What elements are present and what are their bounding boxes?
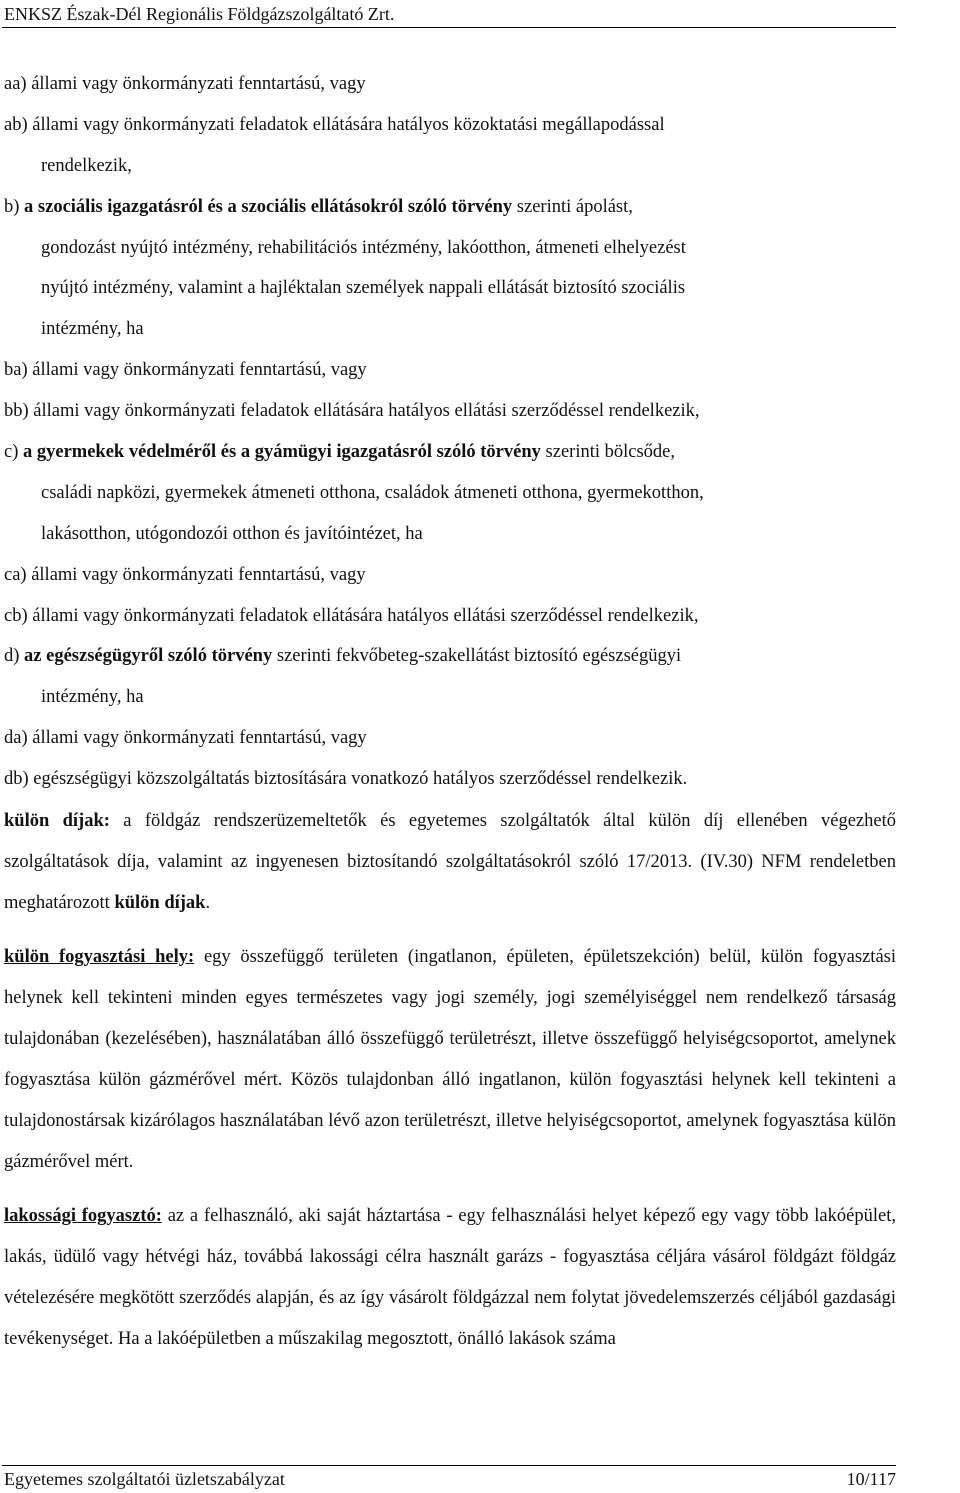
definition-term: külön fogyasztási hely: xyxy=(4,947,195,968)
footer-divider xyxy=(2,1465,896,1466)
list-item-d xyxy=(4,636,896,677)
list-marker-c: c) xyxy=(4,442,23,463)
definition-kulon-fogyasztasi-hely xyxy=(4,937,896,1183)
list-item-b xyxy=(4,187,896,228)
list-item-c-line3: lakásotthon, utógondozói otthon és javítóintézet, ha xyxy=(41,523,423,544)
list-item-ab-continued: rendelkezik, xyxy=(41,155,132,176)
footer-document-title: Egyetemes szolgáltatói üzletszabályzat xyxy=(4,1469,285,1489)
list-item-b-text: szerinti ápolást, xyxy=(512,196,633,217)
list-item-d-text: szerinti fekvőbeteg-szakellátást biztosító egészségügyi xyxy=(272,646,682,667)
definition-term: lakossági fogyasztó: xyxy=(4,1206,162,1227)
definition-kulon-dijak xyxy=(4,801,896,924)
page-content xyxy=(4,64,896,1360)
list-item-b-line4: intézmény, ha xyxy=(41,319,144,340)
list-marker-d: d) xyxy=(4,646,25,667)
definition-text: egy összefüggő területen (ingatlanon, épületen, épületszekción) belül, külön fogyasztási helynek kell tekinteni minden egyes természetes vagy jogi személy, jogi személyiséggel nem rendelkező társaság tulajdonában (kezelésében), használatában álló összefüggő területrészt, illetve összefüggő helyiségcsoportot, amelynek fogyasztása külön gázmérővel mért. Közös tulajdonban álló ingatlanon, külön fogyasztási helynek kell tekinteni a tulajdonostársak kizárólagos használatában lévő azon területrészt, illetve helyiségcsoportot, amelynek fogyasztása külön gázmérővel mért. xyxy=(4,947,896,1173)
page-number: 10/117 xyxy=(846,1469,896,1489)
definition-emphasis: külön díjak xyxy=(114,893,206,914)
list-item-bb: bb) állami vagy önkormányzati feladatok ellátására hatályos ellátási szerződéssel rendelkezik, xyxy=(4,401,700,422)
list-item-ca: ca) állami vagy önkormányzati fenntartású, vagy xyxy=(4,564,366,585)
list-item-cb: cb) állami vagy önkormányzati feladatok ellátására hatályos ellátási szerződéssel rendelkezik, xyxy=(4,605,699,626)
law-reference-child-protection: a gyermekek védelméről és a gyámügyi igazgatásról szóló törvény xyxy=(23,442,541,463)
list-item-c-line2: családi napközi, gyermekek átmeneti otthona, családok átmeneti otthona, gyermekotthon, xyxy=(41,482,704,503)
definition-lakossagi-fogyaszto xyxy=(4,1196,896,1360)
definition-text: az a felhasználó, aki saját háztartása - egy felhasználási helyet képező egy vagy több lakóépület, lakás, üdülő vagy hétvégi ház, továbbá lakossági célra használt garázs - fogyasztása céljára vásárol földgázt földgáz vételezésére megkötött szerződés alapján, és az így vásárolt földgázzal nem folytat jövedelemszerzés céljából gazdasági tevékenységet. Ha a lakóépületben a műszakilag megosztott, önálló lakások száma xyxy=(4,1206,896,1350)
list-item-c-text: szerinti bölcsőde, xyxy=(540,442,675,463)
definition-term: külön díjak: xyxy=(4,811,110,832)
law-reference-health: az egészségügyről szóló törvény xyxy=(24,646,273,667)
list-marker-b: b) xyxy=(4,196,25,217)
list-item-aa: aa) állami vagy önkormányzati fenntartású, vagy xyxy=(4,74,366,94)
law-reference-social: a szociális igazgatásról és a szociális ellátásokról szóló törvény xyxy=(24,196,513,217)
list-item-b-line2: gondozást nyújtó intézmény, rehabilitációs intézmény, lakóotthon, átmeneti elhelyezést xyxy=(41,237,686,258)
header-divider xyxy=(2,27,896,28)
document-header: ENKSZ Észak-Dél Regionális Földgázszolgáltató Zrt. xyxy=(4,4,395,24)
list-item-c xyxy=(4,432,896,473)
list-item-d-line2: intézmény, ha xyxy=(41,687,144,708)
list-item-da: da) állami vagy önkormányzati fenntartású, vagy xyxy=(4,728,367,749)
list-item-b-line3: nyújtó intézmény, valamint a hajléktalan személyek nappali ellátását biztosító szociális xyxy=(41,278,686,299)
list-item-db: db) egészségügyi közszolgáltatás biztosítására vonatkozó hatályos szerződéssel rendelkezik. xyxy=(4,769,688,790)
list-item-ba: ba) állami vagy önkormányzati fenntartású, vagy xyxy=(4,360,367,381)
definition-period: . xyxy=(205,893,211,914)
list-item-ab: ab) állami vagy önkormányzati feladatok ellátására hatályos közoktatási megállapodással xyxy=(4,114,665,135)
definition-text: a földgáz rendszerüzemeltetők és egyetemes szolgáltatók által külön díj ellenében végezhető szolgáltatások díja, valamint az ingyenesen biztosítandó szolgáltatásokról szóló 17/2013. (IV.30) NFM rendeletben meghatározott xyxy=(4,811,896,914)
